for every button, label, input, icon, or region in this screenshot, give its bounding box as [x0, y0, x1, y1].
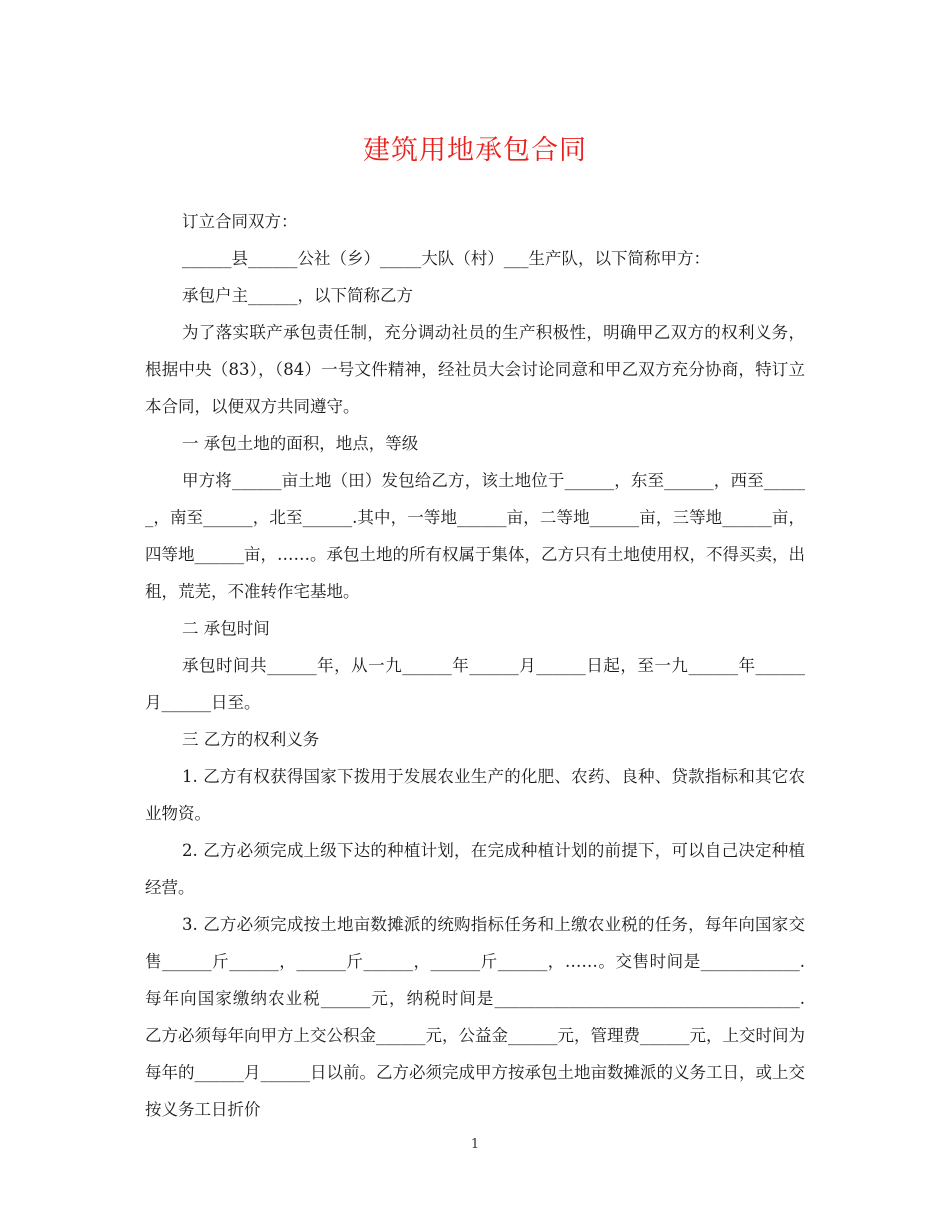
document-title: 建筑用地承包合同 [363, 135, 587, 166]
clause-3: 3. 乙方必须完成按土地亩数摊派的统购指标任务和上缴农业税的任务，每年向国家交售______斤______，______斤______，______斤______，……。交售时间是____________. 每年向国家缴纳农业税______元，纳税时间是_____________________________________. 乙方必须每年向甲方上交公积金______元，公益金______元，管理费______元，上交时间为每年的______月______日以前。乙方必须完成甲方按承包土地亩数摊派的义务工日，或上交按义务工日折价 [145, 915, 805, 1119]
page-number: 1 [470, 1137, 480, 1152]
clause-1: 1. 乙方有权获得国家下拨用于发展农业生产的化肥、农药、良种、贷款指标和其它农业物资。 [145, 767, 805, 823]
paragraph-parties-heading: 订立合同双方： [182, 212, 298, 231]
paragraph-party-b: 承包户主______，以下简称乙方 [182, 286, 413, 305]
clause-2: 2. 乙方必须完成上级下达的种植计划，在完成种植计划的前提下，可以自己决定种植经营。 [145, 841, 805, 897]
paragraph-land-details: 甲方将______亩土地（田）发包给乙方，该土地位于______，东至______，西至______，南至______，北至______.其中，一等地______亩，二等地______亩，三等地______亩，四等地______亩，……。承包土地的所有权属于集体，乙方只有土地使用权，不得买卖，出租，荒芜，不准转作宅基地。 [145, 471, 805, 601]
section-heading-rights: 三 乙方的权利义务 [182, 730, 320, 749]
paragraph-preamble: 为了落实联产承包责任制，充分调动社员的生产积极性，明确甲乙双方的权利义务，根据中央（83），（84）一号文件精神，经社员大会讨论同意和甲乙双方充分协商，特订立本合同，以便双方共同遵守。 [145, 323, 805, 416]
paragraph-party-a: ______县______公社（乡）_____大队（村）___生产队，以下简称甲方： [182, 249, 710, 268]
section-heading-land: 一 承包土地的面积，地点，等级 [182, 434, 419, 453]
document-body [145, 203, 805, 1128]
section-heading-term: 二 承包时间 [182, 619, 270, 638]
paragraph-term-details: 承包时间共______年，从一九______年______月______日起，至一九______年______月______日至。 [145, 656, 805, 712]
